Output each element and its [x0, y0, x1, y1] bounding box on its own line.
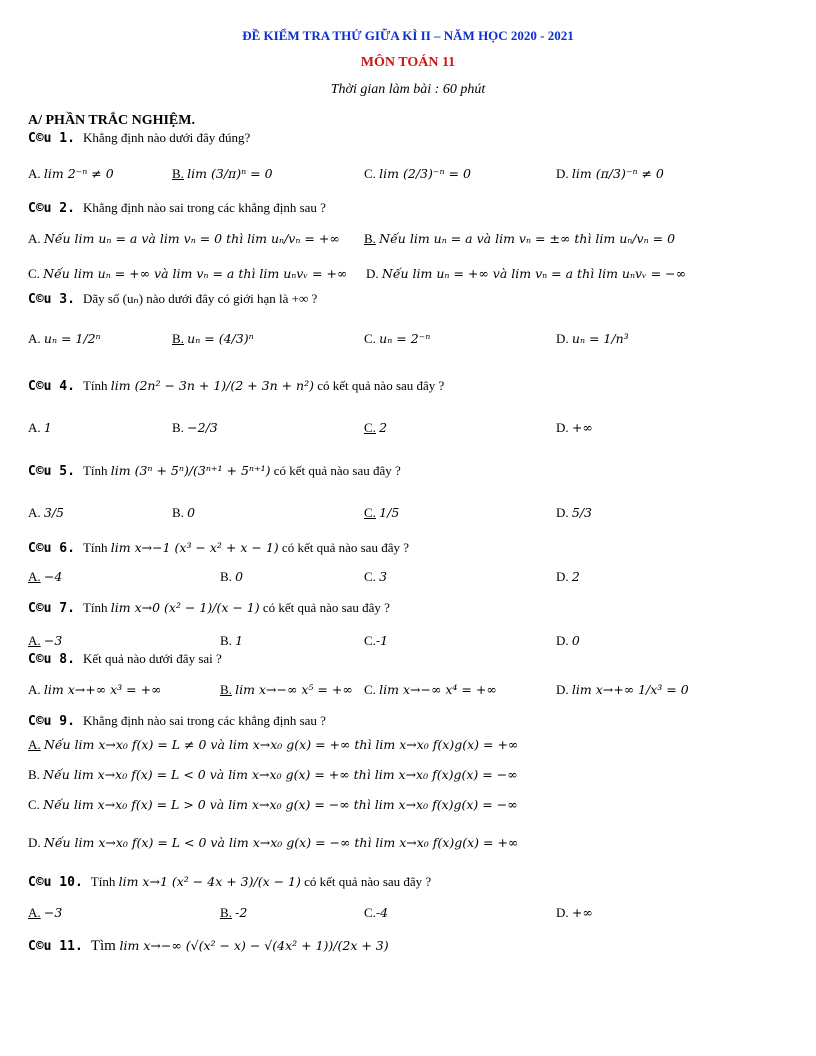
option-4a[interactable]: [28, 420, 52, 436]
option-expr: lim (3/π)ⁿ = 0: [187, 166, 273, 181]
option-letter: A.: [28, 420, 41, 435]
option-3a[interactable]: [28, 331, 101, 347]
question-label: C©u 10.: [28, 875, 83, 890]
option-expr: 2: [571, 569, 580, 584]
option-expr: uₙ = 1/n³: [571, 331, 629, 346]
option-expr: 1: [235, 633, 244, 648]
option-10a[interactable]: [28, 905, 62, 921]
option-letter: C.: [364, 682, 376, 697]
question-text: Tính: [82, 463, 108, 478]
option-letter: B.: [172, 505, 184, 520]
option-7c[interactable]: [364, 633, 388, 649]
option-letter: D.: [556, 420, 569, 435]
option-expr: lim x→−∞ x⁴ = +∞: [379, 682, 497, 697]
option-7d[interactable]: [556, 633, 580, 649]
option-expr: 1: [43, 420, 52, 435]
subject-title: MÔN TOÁN 11: [360, 55, 456, 70]
option-expr: lim 2⁻ⁿ ≠ 0: [43, 166, 114, 181]
option-letter: A.: [28, 737, 41, 752]
question-3: [28, 291, 317, 307]
option-3d[interactable]: [556, 331, 629, 347]
question-expr: lim (3ⁿ + 5ⁿ)/(3ⁿ⁺¹ + 5ⁿ⁺¹): [110, 463, 271, 478]
option-letter: D.: [556, 905, 569, 920]
option-10b[interactable]: [220, 905, 247, 921]
question-7: [28, 600, 390, 616]
option-letter: D.: [556, 682, 569, 697]
option-expr: -2: [235, 905, 248, 920]
option-expr: 0: [571, 633, 580, 648]
question-expr: lim x→1 (x² − 4x + 3)/(x − 1): [118, 874, 301, 889]
question-expr: lim (2n² − 3n + 1)/(2 + 3n + n²): [110, 378, 314, 393]
option-6d[interactable]: [556, 569, 580, 585]
option-letter: D.: [366, 266, 379, 281]
option-4d[interactable]: [556, 420, 593, 436]
option-expr: −2/3: [187, 420, 218, 435]
option-letter: A.: [28, 331, 41, 346]
option-expr: uₙ = 2⁻ⁿ: [379, 331, 431, 346]
option-5c[interactable]: [364, 505, 399, 521]
question-text-post: có kết quả nào sau đây ?: [273, 463, 401, 478]
question-expr: lim x→−∞ (√(x² − x) − √(4x² + 1))/(2x + 3): [119, 938, 389, 953]
question-label: C©u 7.: [28, 601, 75, 616]
option-letter: B.: [172, 166, 184, 181]
question-label: C©u 5.: [28, 464, 75, 479]
option-letter: A.: [28, 569, 41, 584]
option-5b[interactable]: [172, 505, 195, 521]
option-expr: 0: [187, 505, 196, 520]
option-letter: A.: [28, 682, 41, 697]
option-expr: −3: [43, 905, 63, 920]
option-8a[interactable]: [28, 682, 161, 698]
option-letter: B.: [220, 682, 232, 697]
question-5: [28, 463, 401, 479]
option-letter: C.: [364, 569, 376, 584]
question-text: Khẳng định nào dưới đây đúng?: [82, 130, 251, 145]
option-9c[interactable]: [28, 797, 518, 813]
option-5d[interactable]: [556, 505, 592, 521]
option-5a[interactable]: [28, 505, 64, 521]
option-1c[interactable]: [364, 166, 471, 182]
option-letter: C.: [28, 266, 40, 281]
option-expr: lim x→−∞ x⁵ = +∞: [235, 682, 353, 697]
option-3b[interactable]: [172, 331, 254, 347]
option-letter: B.: [220, 633, 232, 648]
option-letter: B.: [172, 420, 184, 435]
option-expr: 5/3: [571, 505, 593, 520]
question-label: C©u 2.: [28, 201, 75, 216]
option-1a[interactable]: [28, 166, 114, 182]
option-letter: C.: [364, 633, 376, 648]
option-8c[interactable]: [364, 682, 497, 698]
option-4b[interactable]: [172, 420, 218, 436]
question-text-post: có kết quả nào sau đây ?: [262, 600, 390, 615]
option-expr: uₙ = 1/2ⁿ: [43, 331, 101, 346]
question-label: C©u 3.: [28, 292, 75, 307]
option-expr: 3/5: [43, 505, 65, 520]
option-letter: C.: [364, 166, 376, 181]
option-expr: 3: [379, 569, 388, 584]
question-text: Khẳng định nào sai trong các khẳng định sau ?: [82, 713, 326, 728]
option-letter: A.: [28, 633, 41, 648]
option-expr: Nếu lim x→x₀ f(x) = L ≠ 0 và lim x→x₀ g(x) = +∞ thì lim x→x₀ f(x)g(x) = +∞: [43, 737, 519, 752]
option-letter: A.: [28, 905, 41, 920]
option-expr: 0: [235, 569, 244, 584]
option-expr: -1: [375, 633, 389, 648]
option-letter: C.: [364, 331, 376, 346]
option-expr: lim x→+∞ x³ = +∞: [43, 682, 162, 697]
option-expr: Nếu lim x→x₀ f(x) = L < 0 và lim x→x₀ g(x) = −∞ thì lim x→x₀ f(x)g(x) = +∞: [43, 835, 519, 850]
option-expr: −4: [43, 569, 63, 584]
option-expr: −3: [43, 633, 63, 648]
question-label: C©u 9.: [28, 714, 75, 729]
exam-title: ĐỀ KIỂM TRA THỬ GIỮA KÌ II – NĂM HỌC 2020 - 2021: [242, 28, 574, 43]
option-expr: 1/5: [379, 505, 400, 520]
option-expr: Nếu lim x→x₀ f(x) = L > 0 và lim x→x₀ g(x) = −∞ thì lim x→x₀ f(x)g(x) = −∞: [43, 797, 518, 812]
question-text-post: có kết quả nào sau đây ?: [281, 540, 409, 555]
option-letter: C.: [28, 797, 40, 812]
option-expr: Nếu lim uₙ = a và lim vₙ = 0 thì lim uₙ/vₙ = +∞: [43, 231, 340, 246]
question-9: [28, 713, 326, 729]
option-letter: D.: [556, 331, 569, 346]
option-2b[interactable]: [364, 231, 675, 247]
option-letter: B.: [364, 231, 376, 246]
question-text: Tính: [82, 600, 108, 615]
question-label: C©u 4.: [28, 379, 75, 394]
section-heading: A/ PHẦN TRẮC NGHIỆM.: [28, 113, 195, 128]
option-7b[interactable]: [220, 633, 243, 649]
option-letter: D.: [556, 569, 569, 584]
option-letter: C.: [364, 905, 376, 920]
option-expr: Nếu lim uₙ = +∞ và lim vₙ = a thì lim uₙvᵥ = −∞: [381, 266, 687, 281]
option-9d[interactable]: [28, 835, 518, 851]
option-letter: A.: [28, 166, 41, 181]
option-letter: B.: [220, 569, 232, 584]
option-expr: Nếu lim uₙ = a và lim vₙ = ±∞ thì lim uₙ/vₙ = 0: [379, 231, 676, 246]
option-letter: B.: [172, 331, 184, 346]
question-text: Tìm: [90, 938, 116, 954]
option-letter: B.: [220, 905, 232, 920]
option-7a[interactable]: [28, 633, 62, 649]
option-6b[interactable]: [220, 569, 243, 585]
question-label: C©u 8.: [28, 652, 75, 667]
option-letter: C.: [364, 420, 376, 435]
question-text: Tính: [82, 378, 108, 393]
option-expr: Nếu lim uₙ = +∞ và lim vₙ = a thì lim uₙvᵥ = +∞: [43, 266, 348, 281]
question-text: Tính: [90, 874, 116, 889]
option-3c[interactable]: [364, 331, 430, 347]
option-8d[interactable]: [556, 682, 689, 698]
option-expr: lim (2/3)⁻ⁿ = 0: [379, 166, 471, 181]
option-letter: D.: [556, 505, 569, 520]
option-expr: Nếu lim x→x₀ f(x) = L < 0 và lim x→x₀ g(x) = +∞ thì lim x→x₀ f(x)g(x) = −∞: [43, 767, 518, 782]
option-10c[interactable]: [364, 905, 388, 921]
option-2d[interactable]: [366, 266, 686, 282]
option-letter: D.: [556, 166, 569, 181]
option-6c[interactable]: [364, 569, 387, 585]
option-4c[interactable]: [364, 420, 387, 436]
option-expr: +∞: [571, 905, 593, 920]
question-4: [28, 378, 444, 394]
option-2c[interactable]: [28, 266, 347, 282]
question-text-post: có kết quả nào sau đây ?: [304, 874, 432, 889]
question-6: [28, 540, 409, 556]
option-9a[interactable]: [28, 737, 518, 753]
option-10d[interactable]: [556, 905, 593, 921]
question-expr: lim x→0 (x² − 1)/(x − 1): [110, 600, 260, 615]
option-expr: uₙ = (4/3)ⁿ: [187, 331, 254, 346]
question-label: C©u 11.: [28, 939, 83, 954]
question-text: Khẳng định nào sai trong các khẳng định sau ?: [82, 200, 326, 215]
option-letter: B.: [28, 767, 40, 782]
question-text: Tính: [82, 540, 108, 555]
option-letter: A.: [28, 231, 41, 246]
time-limit: Thời gian làm bài : 60 phút: [330, 82, 486, 97]
question-text-post: có kết quả nào sau đây ?: [317, 378, 445, 393]
option-letter: D.: [556, 633, 569, 648]
option-6a[interactable]: [28, 569, 62, 585]
question-label: C©u 6.: [28, 541, 75, 556]
option-8b[interactable]: [220, 682, 353, 698]
option-expr: 2: [379, 420, 388, 435]
option-1b[interactable]: [172, 166, 273, 182]
option-1d[interactable]: [556, 166, 664, 182]
option-expr: -4: [375, 905, 389, 920]
question-10: [28, 874, 431, 890]
question-label: C©u 1.: [28, 131, 75, 146]
option-letter: A.: [28, 505, 41, 520]
question-text: Dãy số (uₙ) nào dưới đây có giới hạn là +∞ ?: [82, 291, 318, 306]
option-expr: lim x→+∞ 1/x³ = 0: [571, 682, 689, 697]
option-9b[interactable]: [28, 767, 518, 783]
question-expr: lim x→−1 (x³ − x² + x − 1): [110, 540, 279, 555]
option-2a[interactable]: [28, 231, 340, 247]
option-letter: D.: [28, 835, 41, 850]
option-expr: lim (π/3)⁻ⁿ ≠ 0: [571, 166, 664, 181]
option-letter: C.: [364, 505, 376, 520]
option-expr: +∞: [571, 420, 593, 435]
question-2: [28, 200, 326, 216]
question-text: Kết quả nào dưới đây sai ?: [82, 651, 222, 666]
question-1: [28, 130, 250, 146]
question-11: [28, 938, 389, 955]
question-8: [28, 651, 222, 667]
